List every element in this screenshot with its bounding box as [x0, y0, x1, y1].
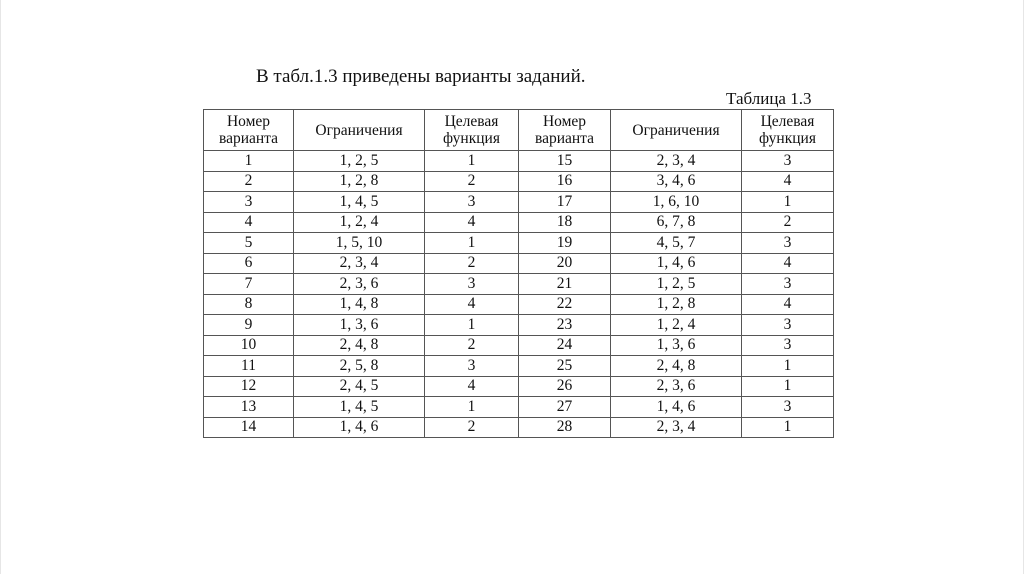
cell-objective-function-2: 1 [742, 376, 834, 397]
table-row [204, 294, 834, 315]
cell-constraints: 1, 4, 8 [294, 294, 425, 315]
cell-objective-function-2: 3 [742, 274, 834, 295]
cell-variant-number-2: 18 [519, 212, 611, 233]
cell-objective-function: 1 [425, 233, 519, 254]
cell-objective-function: 3 [425, 356, 519, 377]
cell-constraints-2: 4, 5, 7 [611, 233, 742, 254]
cell-variant-number: 6 [204, 253, 294, 274]
cell-variant-number: 1 [204, 151, 294, 172]
cell-constraints-2: 1, 6, 10 [611, 192, 742, 213]
cell-objective-function-2: 3 [742, 335, 834, 356]
header-variant-number-2: Номер варианта [519, 110, 611, 151]
cell-constraints: 1, 4, 5 [294, 192, 425, 213]
cell-variant-number-2: 24 [519, 335, 611, 356]
cell-variant-number: 4 [204, 212, 294, 233]
cell-objective-function: 2 [425, 171, 519, 192]
cell-variant-number: 7 [204, 274, 294, 295]
cell-objective-function: 2 [425, 253, 519, 274]
cell-objective-function-2: 4 [742, 171, 834, 192]
cell-constraints: 1, 5, 10 [294, 233, 425, 254]
cell-variant-number: 11 [204, 356, 294, 377]
cell-variant-number: 13 [204, 397, 294, 418]
cell-constraints: 1, 4, 6 [294, 417, 425, 438]
intro-text: В табл.1.3 приведены варианты заданий. [256, 66, 586, 87]
table-row [204, 356, 834, 377]
cell-variant-number-2: 26 [519, 376, 611, 397]
cell-objective-function-2: 1 [742, 192, 834, 213]
cell-objective-function-2: 4 [742, 294, 834, 315]
cell-constraints: 2, 3, 6 [294, 274, 425, 295]
cell-constraints: 1, 2, 8 [294, 171, 425, 192]
table-row [204, 335, 834, 356]
cell-objective-function-2: 3 [742, 233, 834, 254]
table-body [204, 151, 834, 438]
cell-constraints: 2, 5, 8 [294, 356, 425, 377]
cell-constraints: 2, 4, 8 [294, 335, 425, 356]
header-objective-function-2: Целевая функция [742, 110, 834, 151]
cell-constraints-2: 1, 2, 8 [611, 294, 742, 315]
cell-objective-function: 4 [425, 212, 519, 233]
cell-constraints-2: 1, 4, 6 [611, 253, 742, 274]
cell-variant-number-2: 23 [519, 315, 611, 336]
cell-variant-number-2: 15 [519, 151, 611, 172]
cell-variant-number-2: 21 [519, 274, 611, 295]
cell-variant-number-2: 22 [519, 294, 611, 315]
cell-constraints: 1, 4, 5 [294, 397, 425, 418]
table-row [204, 315, 834, 336]
table-row [204, 233, 834, 254]
cell-objective-function: 2 [425, 417, 519, 438]
cell-constraints: 1, 2, 4 [294, 212, 425, 233]
cell-variant-number: 14 [204, 417, 294, 438]
cell-constraints-2: 1, 3, 6 [611, 335, 742, 356]
cell-constraints-2: 6, 7, 8 [611, 212, 742, 233]
cell-variant-number-2: 20 [519, 253, 611, 274]
cell-objective-function: 4 [425, 294, 519, 315]
cell-objective-function: 1 [425, 151, 519, 172]
cell-constraints-2: 3, 4, 6 [611, 171, 742, 192]
header-variant-number: Номер варианта [204, 110, 294, 151]
cell-variant-number-2: 28 [519, 417, 611, 438]
cell-variant-number: 8 [204, 294, 294, 315]
cell-variant-number: 9 [204, 315, 294, 336]
cell-objective-function-2: 4 [742, 253, 834, 274]
cell-variant-number: 12 [204, 376, 294, 397]
table-row [204, 253, 834, 274]
table-row [204, 171, 834, 192]
cell-objective-function-2: 3 [742, 397, 834, 418]
cell-variant-number: 10 [204, 335, 294, 356]
header-objective-function: Целевая функция [425, 110, 519, 151]
table-row [204, 274, 834, 295]
cell-variant-number-2: 25 [519, 356, 611, 377]
cell-objective-function: 4 [425, 376, 519, 397]
cell-objective-function: 1 [425, 397, 519, 418]
cell-constraints-2: 1, 4, 6 [611, 397, 742, 418]
cell-constraints-2: 1, 2, 5 [611, 274, 742, 295]
cell-constraints: 2, 3, 4 [294, 253, 425, 274]
cell-objective-function-2: 1 [742, 417, 834, 438]
cell-variant-number-2: 16 [519, 171, 611, 192]
variants-table [203, 109, 834, 438]
table-row [204, 376, 834, 397]
table-row [204, 212, 834, 233]
cell-objective-function-2: 3 [742, 151, 834, 172]
cell-variant-number: 3 [204, 192, 294, 213]
cell-variant-number-2: 17 [519, 192, 611, 213]
cell-objective-function: 3 [425, 192, 519, 213]
cell-objective-function: 1 [425, 315, 519, 336]
cell-constraints-2: 2, 3, 6 [611, 376, 742, 397]
table-row [204, 151, 834, 172]
table-caption: Таблица 1.3 [726, 89, 812, 108]
cell-variant-number: 2 [204, 171, 294, 192]
cell-objective-function: 3 [425, 274, 519, 295]
cell-variant-number-2: 19 [519, 233, 611, 254]
table-row [204, 397, 834, 418]
header-constraints: Ограничения [294, 110, 425, 151]
cell-objective-function-2: 2 [742, 212, 834, 233]
header-constraints-2: Ограничения [611, 110, 742, 151]
table-header-row [204, 110, 834, 151]
cell-constraints-2: 1, 2, 4 [611, 315, 742, 336]
cell-constraints-2: 2, 4, 8 [611, 356, 742, 377]
table-row [204, 417, 834, 438]
cell-variant-number-2: 27 [519, 397, 611, 418]
cell-objective-function-2: 3 [742, 315, 834, 336]
cell-constraints: 1, 2, 5 [294, 151, 425, 172]
cell-objective-function: 2 [425, 335, 519, 356]
cell-variant-number: 5 [204, 233, 294, 254]
cell-constraints: 2, 4, 5 [294, 376, 425, 397]
cell-constraints-2: 2, 3, 4 [611, 417, 742, 438]
cell-objective-function-2: 1 [742, 356, 834, 377]
cell-constraints-2: 2, 3, 4 [611, 151, 742, 172]
cell-constraints: 1, 3, 6 [294, 315, 425, 336]
table-row [204, 192, 834, 213]
